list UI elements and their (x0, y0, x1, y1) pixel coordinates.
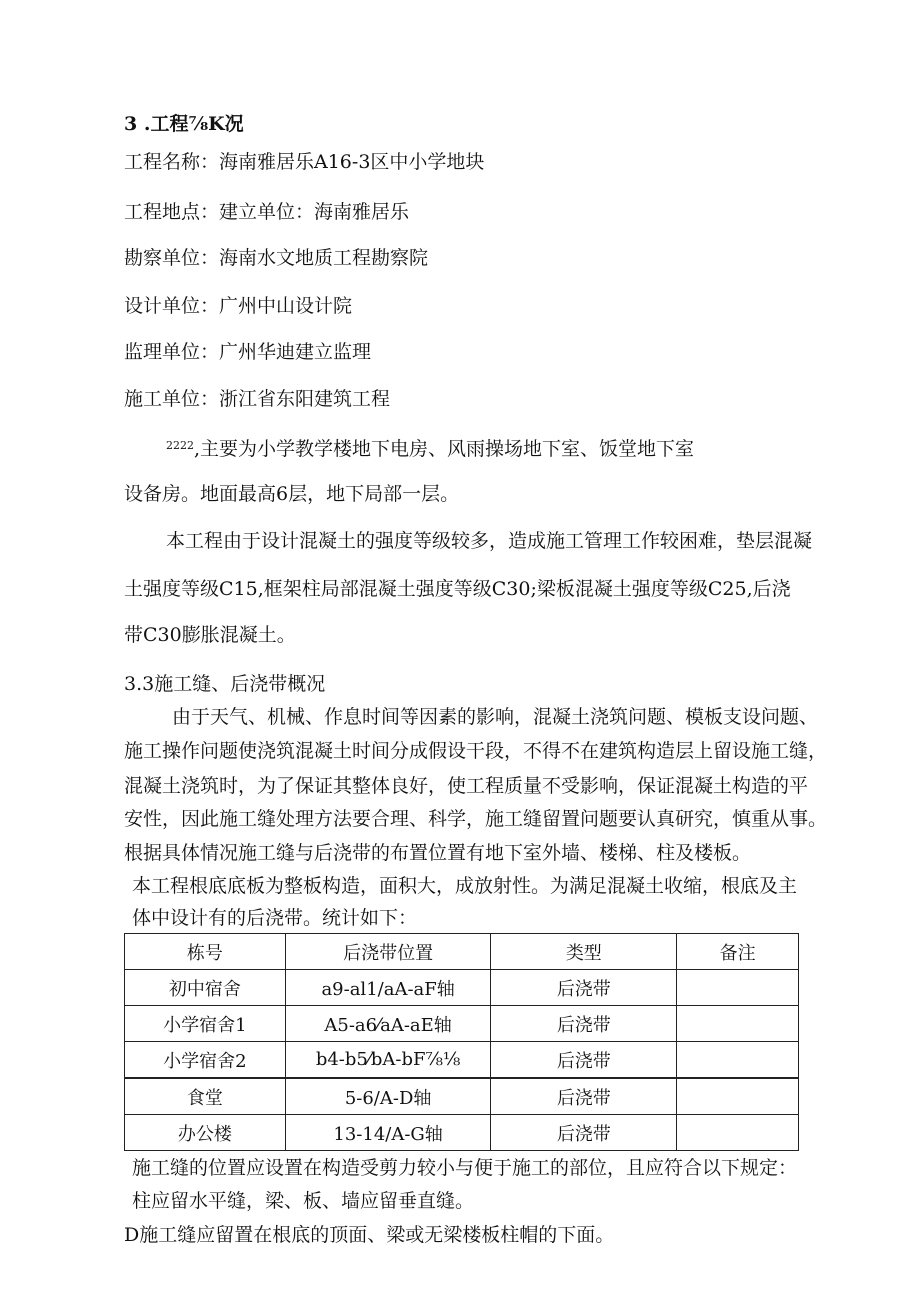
cell-type: 后浇带 (491, 970, 677, 1006)
section-3-3-paragraph-line-3: 混凝土浇筑时，为了保证其整体良好，使工程质量不受影响，保证混凝土构造的平 (124, 775, 809, 797)
cell-remarks (677, 1115, 799, 1151)
overview-line-1 (166, 434, 694, 461)
cell-location: a9-al1/aA-aF轴 (285, 970, 491, 1006)
table-row (125, 970, 799, 1006)
section-heading: 3 .工程⅞K况 (124, 113, 244, 135)
table-row (125, 1006, 799, 1042)
post-pour-strip-table (124, 933, 799, 1151)
concrete-line-1: 本工程由于设计混凝土的强度等级较多，造成施工管理工作较困难，垫层混凝 (166, 530, 813, 552)
cell-location: A5-a6⁄aA-aE轴 (285, 1006, 491, 1042)
cell-type: 后浇带 (491, 1006, 677, 1042)
project-location-line: 工程地点：建立单位：海南雅居乐 (124, 201, 410, 223)
section-3-3-paragraph-line-6: 本工程根底底板为整板构造，面积大，成放射性。为满足混凝土收缩，根底及主 (132, 875, 798, 897)
table-header-row (125, 934, 799, 970)
header-remarks: 备注 (677, 934, 799, 970)
cell-building: 食堂 (125, 1078, 286, 1115)
concrete-line-2: 土强度等级C15,框架柱局部混凝土强度等级C30;梁板混凝土强度等级C25,后浇 (124, 578, 791, 600)
construction-unit-line: 施工单位：浙江省东阳建筑工程 (124, 388, 391, 410)
cell-type: 后浇带 (491, 1042, 677, 1079)
section-3-3-paragraph-line-4: 安性，因此施工缝处理方法要合理、科学，施工缝留置问题要认真研究，慎重从事。 (124, 808, 828, 830)
overview-line-2: 设备房。地面最高6层，地下局部一层。 (124, 483, 460, 505)
cell-building: 办公楼 (125, 1115, 286, 1151)
overview-text: ,主要为小学教学楼地下电房、风雨操场地下室、饭堂地下室 (194, 438, 695, 460)
section-3-3-paragraph-line-2: 施工操作问题使浇筑混凝土时间分成假设干段，不得不在建筑构造层上留设施工缝， (124, 740, 828, 762)
cell-location: 13-14/A-G轴 (285, 1115, 491, 1151)
cell-type: 后浇带 (491, 1078, 677, 1115)
project-name-line: 工程名称：海南雅居乐A16-3区中小学地块 (124, 151, 485, 173)
table-row (125, 1042, 799, 1079)
section-3-3-paragraph-line-1: 由于天气、机械、作息时间等因素的影响，混凝土浇筑问题、模板支设问题、 (172, 706, 819, 728)
construction-joint-rule-line-2: 柱应留水平缝，梁、板、墙应留垂直缝。 (132, 1190, 475, 1212)
cell-remarks (677, 970, 799, 1006)
overview-superscript: 2222 (166, 439, 194, 452)
section-3-3-paragraph-line-5: 根据具体情况施工缝与后浇带的布置位置有地下室外墙、楼梯、柱及楼板。 (124, 842, 752, 864)
construction-joint-rule-line-3: D施工缝应留置在根底的顶面、梁或无梁楼板柱帽的下面。 (124, 1224, 615, 1246)
survey-unit-line: 勘察单位：海南水文地质工程勘察院 (124, 247, 429, 269)
cell-building: 小学宿舍1 (125, 1006, 286, 1042)
cell-type: 后浇带 (491, 1115, 677, 1151)
cell-building: 初中宿舍 (125, 970, 286, 1006)
cell-remarks (677, 1006, 799, 1042)
table-row (125, 1078, 799, 1115)
cell-location: 5-6/A-D轴 (285, 1078, 491, 1115)
concrete-line-3: 带C30膨胀混凝土。 (124, 624, 296, 646)
cell-remarks (677, 1078, 799, 1115)
section-3-3-paragraph-line-7: 体中设计有的后浇带。统计如下： (132, 907, 418, 929)
cell-remarks (677, 1042, 799, 1079)
supervision-unit-line: 监理单位：广州华迪建立监理 (124, 341, 372, 363)
section-3-3-title: 3.3施工缝、后浇带概况 (124, 673, 326, 695)
header-type: 类型 (491, 934, 677, 970)
design-unit-line: 设计单位：广州中山设计院 (124, 295, 353, 317)
construction-joint-rule-line-1: 施工缝的位置应设置在构造受剪力较小与便于施工的部位，且应符合以下规定： (132, 1157, 798, 1179)
table-row (125, 1115, 799, 1151)
header-building-number: 栋号 (125, 934, 286, 970)
cell-building: 小学宿舍2 (125, 1042, 286, 1079)
cell-location: b4-b5⁄bA-bF⅞⅛ (285, 1042, 491, 1079)
header-strip-location: 后浇带位置 (285, 934, 491, 970)
